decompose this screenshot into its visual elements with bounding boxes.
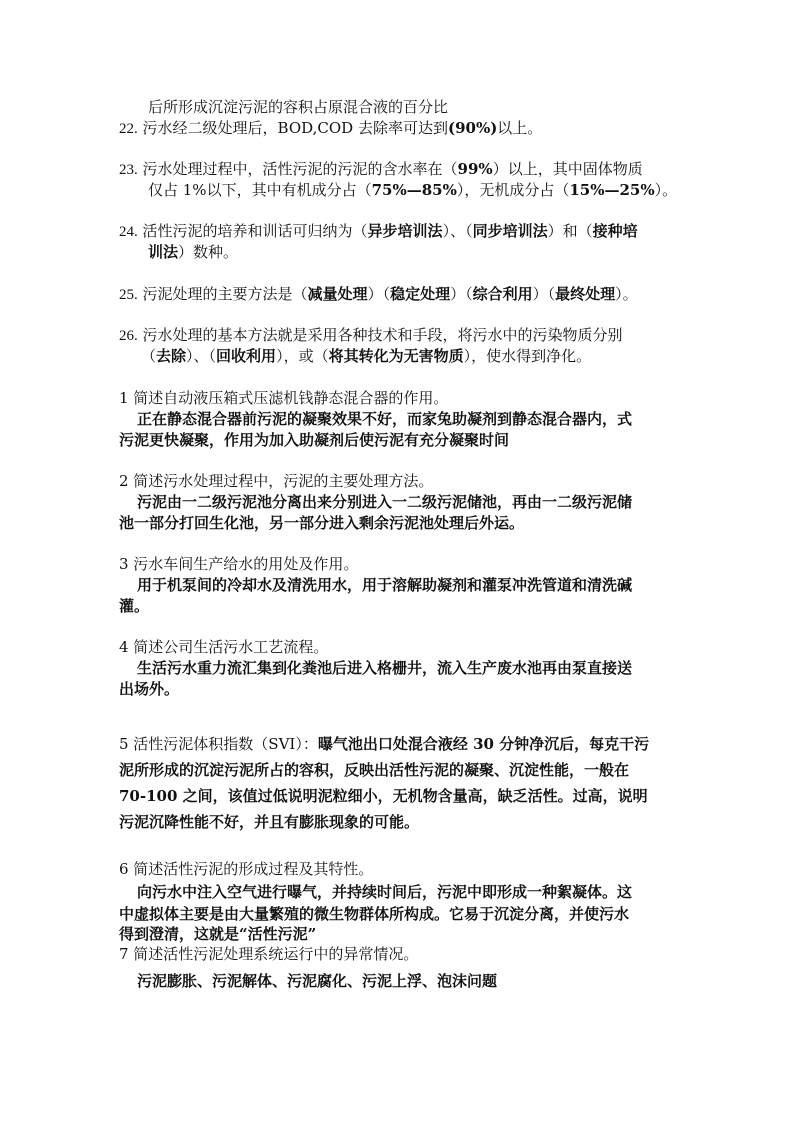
fill-item-25 bbox=[119, 284, 638, 305]
item-text: ）和（ bbox=[547, 222, 593, 240]
item-answer: 15%—25% bbox=[569, 181, 655, 199]
continuation-line: 后所形成沉淀污泥的容积占原混合液的百分比 bbox=[148, 98, 449, 116]
item-text: 仅占 1%以下，其中有机成分占（ bbox=[148, 181, 372, 199]
item-answer: 同步培训法 bbox=[472, 222, 548, 240]
item-answer: 减量处理 bbox=[307, 285, 368, 303]
item-answer: 去除 bbox=[156, 347, 187, 365]
item-number: 24. bbox=[119, 224, 138, 240]
fill-item-22 bbox=[119, 118, 542, 139]
item-text: ），无机成分占（ bbox=[456, 181, 570, 199]
item-text: （ bbox=[141, 347, 157, 365]
term-definition: 曝气池出口处混合液经 30 分钟净沉后，每克干污 bbox=[317, 735, 650, 753]
question-7: 7 简述活性污泥处理系统运行中的异常情况。 bbox=[119, 945, 419, 963]
item-text: 污水处理的基本方法就是采用各种技术和手段，将污水中的污染物质分别 bbox=[142, 326, 623, 344]
question-3: 3 污水车间生产给水的用处及作用。 bbox=[119, 555, 359, 573]
item-text: 以上。 bbox=[497, 119, 543, 137]
answer-5-line2: 泥所形成的沉淀污泥所占的容积，反映出活性污泥的凝聚、沉淀性能，一般在 bbox=[119, 761, 630, 779]
item-answer: (90%) bbox=[447, 119, 498, 137]
fill-item-24 bbox=[119, 221, 638, 242]
item-number: 22. bbox=[119, 121, 138, 137]
answer-1-line2: 污泥更快凝聚，作用为加入助凝剂后使污泥有充分凝聚时间 bbox=[119, 431, 510, 449]
fill-item-23-line2 bbox=[148, 180, 677, 200]
answer-6-line3: 得到澄清，这就是“活性污泥” bbox=[119, 925, 317, 943]
item-text: 污泥处理的主要方法是（ bbox=[142, 285, 308, 303]
fill-item-26 bbox=[119, 325, 623, 346]
item-text: ）以上，其中固体物质 bbox=[492, 160, 643, 178]
item-text: ）。 bbox=[615, 285, 638, 303]
item-answer: 接种培 bbox=[592, 222, 638, 240]
term-label: 5 活性污泥体积指数（SVI）： bbox=[119, 735, 318, 753]
question-4: 4 简述公司生活污水工艺流程。 bbox=[119, 638, 329, 656]
item-number: 25. bbox=[119, 287, 138, 303]
answer-3-line2: 灌。 bbox=[119, 597, 150, 615]
answer-4-line2: 出场外。 bbox=[119, 680, 180, 698]
item-answer: 75%—85% bbox=[371, 181, 457, 199]
item-text: ）（ bbox=[450, 285, 473, 303]
item-text: ）、（ bbox=[186, 347, 217, 365]
item-answer: 将其转化为无害物质 bbox=[328, 347, 464, 365]
answer-5-line3: 70-100 之间，该值过低说明泥粒细小，无机物含量高，缺乏活性。过高，说明 bbox=[119, 787, 648, 805]
answer-2-line1: 污泥由一二级污泥池分离出来分别进入一二级污泥储池，再由一二级污泥储 bbox=[137, 493, 633, 511]
answer-3-line1: 用于机泵间的冷却水及清洗用水，用于溶解助凝剂和灌泵冲洗管道和清洗碱 bbox=[137, 576, 633, 594]
item-text: ）、（ bbox=[442, 222, 473, 240]
answer-4-line1: 生活污水重力流汇集到化粪池后进入格栅井，流入生产废水池再由泵直接送 bbox=[137, 659, 633, 677]
item-answer: 异步培训法 bbox=[367, 222, 443, 240]
item-text: ），或（ bbox=[276, 347, 329, 365]
question-2: 2 简述污水处理过程中，污泥的主要处理方法。 bbox=[119, 472, 434, 490]
item-text: 活性污泥的培养和训话可归纳为（ bbox=[142, 222, 368, 240]
question-5 bbox=[119, 734, 649, 754]
fill-item-24-line2 bbox=[148, 242, 238, 262]
answer-5-line4: 污泥沉降性能不好，并且有膨胀现象的可能。 bbox=[119, 813, 420, 831]
item-number: 26. bbox=[119, 328, 138, 344]
answer-1-line1: 正在静态混合器前污泥的凝聚效果不好，而家兔助凝剂到静态混合器内，式 bbox=[137, 410, 633, 428]
item-answer: 稳定处理 bbox=[390, 285, 451, 303]
item-text: ）数种。 bbox=[178, 243, 239, 261]
item-number: 23. bbox=[119, 162, 138, 178]
item-text: ），使水得到净化。 bbox=[463, 347, 592, 365]
answer-2-line2: 池一部分打回生化池，另一部分进入剩余污泥池处理后外运。 bbox=[119, 514, 525, 532]
answer-7-line1: 污泥膨胀、污泥解体、污泥腐化、污泥上浮、泡沫问题 bbox=[137, 972, 498, 990]
item-text: 污水处理过程中，活性污泥的污泥的含水率在（ bbox=[142, 160, 458, 178]
question-1: 1 简述自动液压箱式压滤机钱静态混合器的作用。 bbox=[119, 389, 449, 407]
item-answer: 99% bbox=[457, 160, 493, 178]
answer-6-line1: 向污水中注入空气进行曝气，并持续时间后，污泥中即形成一种絮凝体。这 bbox=[137, 883, 633, 901]
item-answer: 最终处理 bbox=[555, 285, 616, 303]
item-text: ）。 bbox=[654, 181, 678, 199]
fill-item-26-line2 bbox=[141, 346, 591, 366]
answer-6-line2: 中虚拟体主要是由大量繁殖的微生物群体所构成。它易于沉淀分离，并使污水 bbox=[119, 905, 630, 923]
item-answer: 回收利用 bbox=[216, 347, 277, 365]
fill-item-23 bbox=[119, 159, 643, 180]
item-text: 污水经二级处理后，BOD,COD 去除率可达到 bbox=[142, 119, 448, 137]
item-text: ）（ bbox=[367, 285, 391, 303]
item-answer: 训法 bbox=[148, 243, 179, 261]
item-answer: 综合利用 bbox=[472, 285, 533, 303]
item-text: ）（ bbox=[532, 285, 556, 303]
question-6: 6 简述活性污泥的形成过程及其特性。 bbox=[119, 860, 374, 878]
